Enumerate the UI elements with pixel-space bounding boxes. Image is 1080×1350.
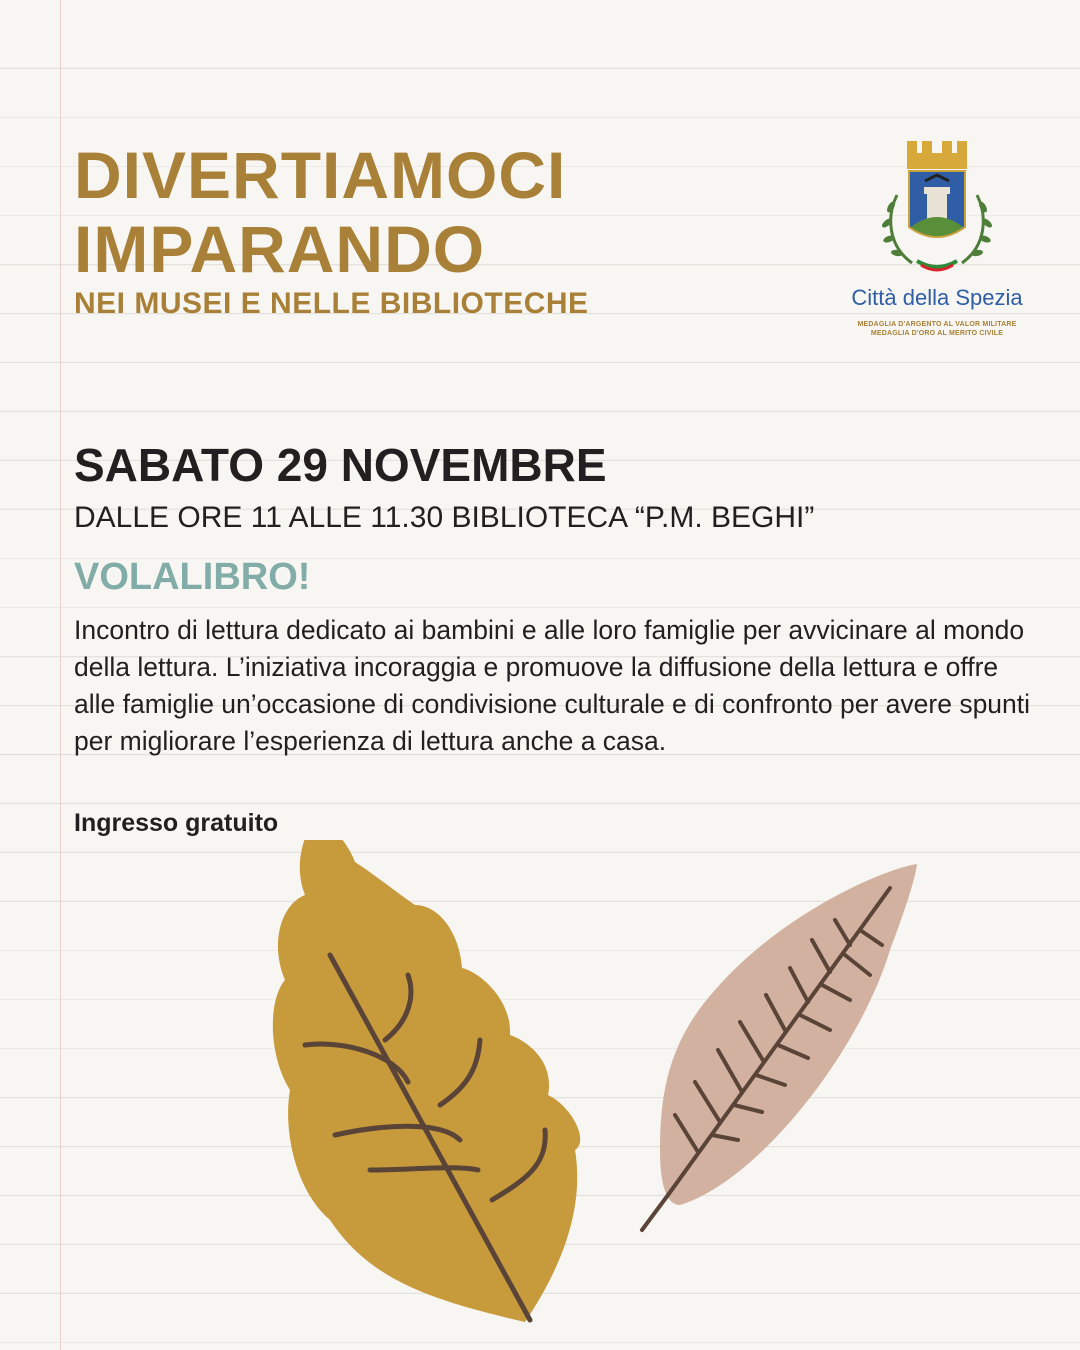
medal-line-1: MEDAGLIA D'ARGENTO AL VALOR MILITARE	[857, 321, 1017, 328]
city-name: Città della Spezia	[851, 285, 1023, 310]
medal-line-2: MEDAGLIA D'ORO AL MERITO CIVILE	[870, 330, 1004, 337]
leaves-illustration	[0, 840, 1080, 1350]
title-line-1: DIVERTIAMOCI	[74, 138, 567, 212]
event-date: SABATO 29 NOVEMBRE	[74, 439, 607, 491]
coat-of-arms-icon	[867, 135, 1007, 285]
city-logo	[842, 135, 1032, 340]
mustard-leaf-icon	[273, 840, 580, 1322]
event-description: Incontro di lettura dedicato ai bambini e alle loro famiglie per avvicinare al mondo della lettura. L’iniziativa incoraggia e promuove la diffusione della lettura e offre alle famiglie un’occasione di condivisione culturale e di confronto per avere spunti per migliorare l’esperienza di lettura anche a casa.	[74, 615, 1031, 756]
pink-leaf-icon	[642, 864, 917, 1230]
title-line-2: IMPARANDO	[74, 212, 486, 286]
subtitle: NEI MUSEI E NELLE BIBLIOTECHE	[74, 287, 589, 320]
entry-info: Ingresso gratuito	[74, 809, 279, 837]
event-name: VOLALIBRO!	[74, 556, 311, 598]
event-time-place: DALLE ORE 11 ALLE 11.30 BIBLIOTECA “P.M. BEGHI”	[74, 501, 815, 534]
